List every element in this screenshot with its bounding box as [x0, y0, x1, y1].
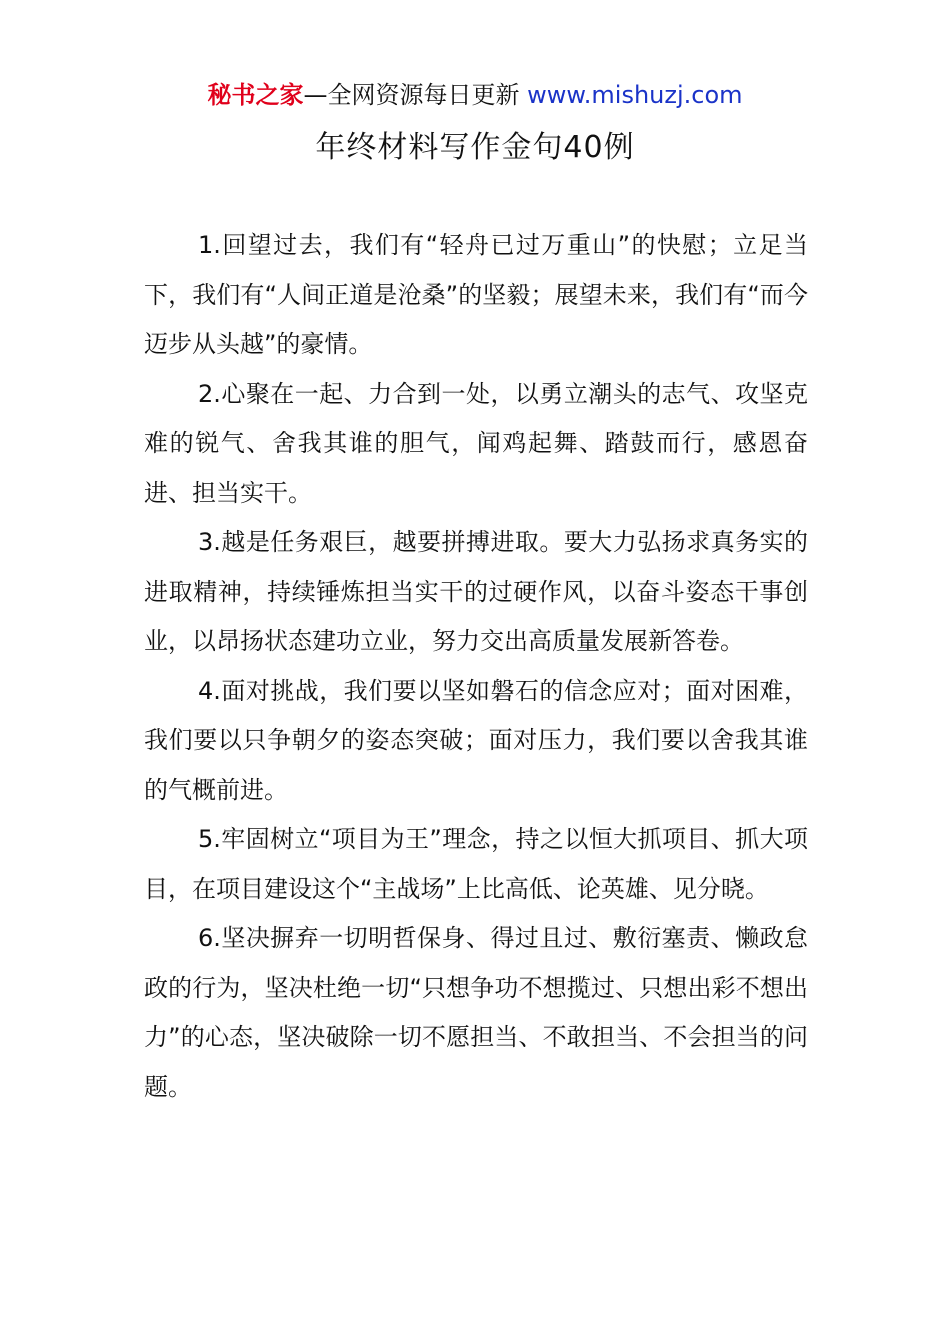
site-url-link[interactable]: www.mishuzj.com [527, 81, 743, 109]
paragraph-5: 5.牢固树立“项目为王”理念，持之以恒大抓项目、抓大项目，在项目建设这个“主战场”上比高低、论英雄、见分晓。 [144, 825, 808, 903]
document-title: 年终材料写作金句40例 [315, 130, 635, 165]
brand-name: 秘书之家 [207, 81, 304, 109]
header-tagline: —全网资源每日更新 [303, 81, 520, 109]
paragraph-3: 3.越是任务艰巨，越要拼搏进取。要大力弘扬求真务实的进取精神，持续锤炼担当实干的过硬作风，以奋斗姿态干事创业，以昂扬状态建功立业，努力交出高质量发展新答卷。 [144, 528, 808, 655]
paragraph-1: 1.回望过去，我们有“轻舟已过万重山”的快慰；立足当下，我们有“人间正道是沧桑”的坚毅；展望未来，我们有“而今迈步从头越”的豪情。 [144, 231, 808, 358]
paragraph-6: 6.坚决摒弃一切明哲保身、得过且过、敷衍塞责、懒政怠政的行为，坚决杜绝一切“只想争功不想揽过、只想出彩不想出力”的心态，坚决破除一切不愿担当、不敢担当、不会担当的问题。 [144, 924, 808, 1101]
paragraph-4: 4.面对挑战，我们要以坚如磐石的信念应对；面对困难，我们要以只争朝夕的姿态突破；面对压力，我们要以舍我其谁的气概前进。 [144, 676, 808, 804]
site-header [0, 78, 950, 112]
paragraph-2: 2.心聚在一起、力合到一处，以勇立潮头的志气、攻坚克难的锐气、舍我其谁的胆气，闻鸡起舞、踏鼓而行，感恩奋进、担当实干。 [144, 379, 808, 507]
document-body [144, 221, 808, 1112]
